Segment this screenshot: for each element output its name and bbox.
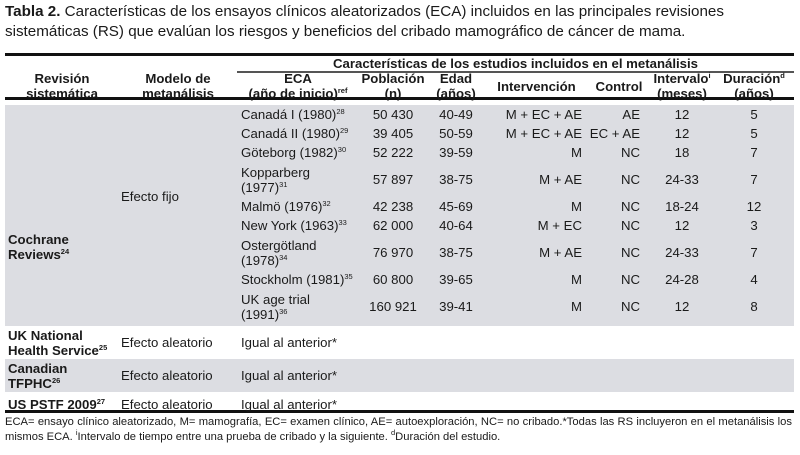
intervencion-cell: M + EC + AE [505, 126, 582, 141]
header-modelo: Modelo de metanálisis [142, 71, 214, 101]
review-uk-nhs: UK National Health Service$^{25}$ [8, 327, 108, 358]
intervalo-cell: 18 [674, 145, 690, 160]
edad-cell: 39-59 [439, 145, 473, 160]
intervalo-cell: 12 [674, 126, 690, 141]
eca-cell: Ostergötland $(1978)^{34}$ [241, 237, 317, 268]
model-cell: Efecto aleatorio [121, 396, 213, 412]
control-cell: EC + AE [589, 126, 640, 141]
review-cochrane: Cochrane Reviews$^{24}$ [8, 232, 70, 262]
header-revision: Revisión sistemática [26, 71, 98, 101]
control-cell: NC [620, 272, 640, 287]
edad-cell: 40-49 [439, 107, 473, 122]
header-eca: ECA (año de inicio)$^{ref}$ [248, 71, 348, 101]
header-row [5, 71, 794, 101]
control-cell: NC [620, 145, 640, 160]
edad-cell: 39-41 [439, 299, 473, 314]
intervalo-cell: 12 [674, 107, 690, 122]
duracion-cell: 5 [750, 126, 758, 141]
duracion-cell: 7 [750, 145, 758, 160]
intervencion-cell: M + EC + AE [505, 107, 582, 122]
table-row [5, 326, 794, 359]
data-table [5, 57, 794, 416]
poblacion-cell: 39 405 [372, 126, 414, 141]
model-cochrane: Efecto fijo [121, 189, 179, 204]
edad-cell: 50-59 [439, 126, 473, 141]
eca-cell: Göteborg $(1982)^{30}$ [241, 145, 347, 160]
eca-cell: Kopparberg $(1977)^{31}$ [241, 164, 310, 195]
control-cell: NC [620, 218, 640, 233]
caption-label: Tabla 2. [5, 3, 61, 20]
eca-cell: Stockholm $(1981)^{35}$ [241, 272, 353, 287]
intervencion-cell: M [571, 272, 582, 287]
eca-cell: Canadá II $(1980)^{29}$ [241, 126, 349, 141]
edad-cell: 38-75 [439, 172, 473, 187]
intervalo-cell: 18-24 [665, 199, 699, 214]
poblacion-cell: 60 800 [372, 272, 414, 287]
header-duracion: Duración$^d$ (años) [723, 71, 785, 101]
header-edad: Edad (años) [436, 71, 476, 101]
poblacion-cell: 57 897 [372, 172, 414, 187]
control-cell: NC [620, 245, 640, 260]
duracion-cell: 7 [750, 172, 758, 187]
intervalo-cell: 12 [674, 218, 690, 233]
duracion-cell: 5 [750, 107, 758, 122]
table-footnote: ECA= ensayo clínico aleatorizado, M= mamografía, EC= examen clínico, AE= autoexploración, NC= no cribado.*Todas las RS incluyeron en el metanálisis los mismos ECA. $^i$Intervalo de tiempo entre una prueba de cribado y la siguiente. $^d$Duración del estudio. [5, 416, 792, 443]
header-poblacion: Población (n) [361, 71, 425, 101]
caption-text: Características de los ensayos clínicos aleatorizados (ECA) incluidos en las principales revisiones sistemáticas (RS) que evalúan los riesgos y beneficios del cribado mamográfico de cáncer de mama. [5, 3, 724, 40]
duracion-cell: 8 [750, 299, 758, 314]
header-control: Control [595, 78, 643, 94]
same-as-above-cell: Igual al anterior* [241, 368, 338, 383]
duracion-cell: 7 [750, 245, 758, 260]
control-cell: AE [622, 107, 640, 122]
intervalo-cell: 24-33 [665, 172, 699, 187]
intervalo-cell: 24-33 [665, 245, 699, 260]
model-cell: Efecto aleatorio [121, 335, 213, 350]
intervalo-cell: 12 [674, 299, 690, 314]
poblacion-cell: 50 430 [372, 107, 414, 122]
same-as-above-cell: Igual al anterior* [241, 396, 338, 412]
control-cell: NC [620, 299, 640, 314]
duracion-cell: 4 [750, 272, 758, 287]
review-us-pstf: US PSTF 2009$^{27}$ [8, 396, 106, 412]
intervencion-cell: M [571, 145, 582, 160]
edad-cell: 38-75 [439, 245, 473, 260]
poblacion-cell: 52 222 [372, 145, 414, 160]
header-intervencion: Intervención [497, 78, 576, 94]
table-row [5, 359, 794, 392]
table-row [5, 105, 794, 124]
intervencion-cell: M [571, 199, 582, 214]
table-caption [5, 2, 797, 42]
intervencion-cell: M + AE [539, 172, 582, 187]
intervencion-cell: M + EC [537, 218, 582, 233]
eca-cell: New York $(1963)^{33}$ [241, 218, 347, 233]
poblacion-cell: 42 238 [372, 199, 414, 214]
edad-cell: 39-65 [439, 272, 473, 287]
review-canadian-tfphc: Canadian TFPHC$^{26}$ [8, 360, 68, 391]
duracion-cell: 3 [750, 218, 758, 233]
poblacion-cell: 62 000 [372, 218, 414, 233]
same-as-above-cell: Igual al anterior* [241, 335, 338, 350]
control-cell: NC [620, 199, 640, 214]
edad-cell: 45-69 [439, 199, 473, 214]
table-row [5, 392, 794, 416]
edad-cell: 40-64 [439, 218, 473, 233]
eca-cell: UK age trial $(1991)^{36}$ [241, 291, 310, 322]
intervencion-cell: M + AE [539, 245, 582, 260]
intervalo-cell: 24-28 [665, 272, 699, 287]
eca-cell: Malmö $(1976)^{32}$ [241, 199, 331, 214]
header-intervalo: Intervalo$^i$ (meses) [653, 71, 711, 101]
eca-cell: Canadá I $(1980)^{28}$ [241, 107, 345, 122]
intervencion-cell: M [571, 299, 582, 314]
model-cell: Efecto aleatorio [121, 368, 213, 383]
group-header: Características de los estudios incluidos en el metanálisis [333, 56, 698, 71]
poblacion-cell: 76 970 [372, 245, 414, 260]
duracion-cell: 12 [746, 199, 762, 214]
control-cell: NC [620, 172, 640, 187]
poblacion-cell: 160 921 [369, 299, 417, 314]
